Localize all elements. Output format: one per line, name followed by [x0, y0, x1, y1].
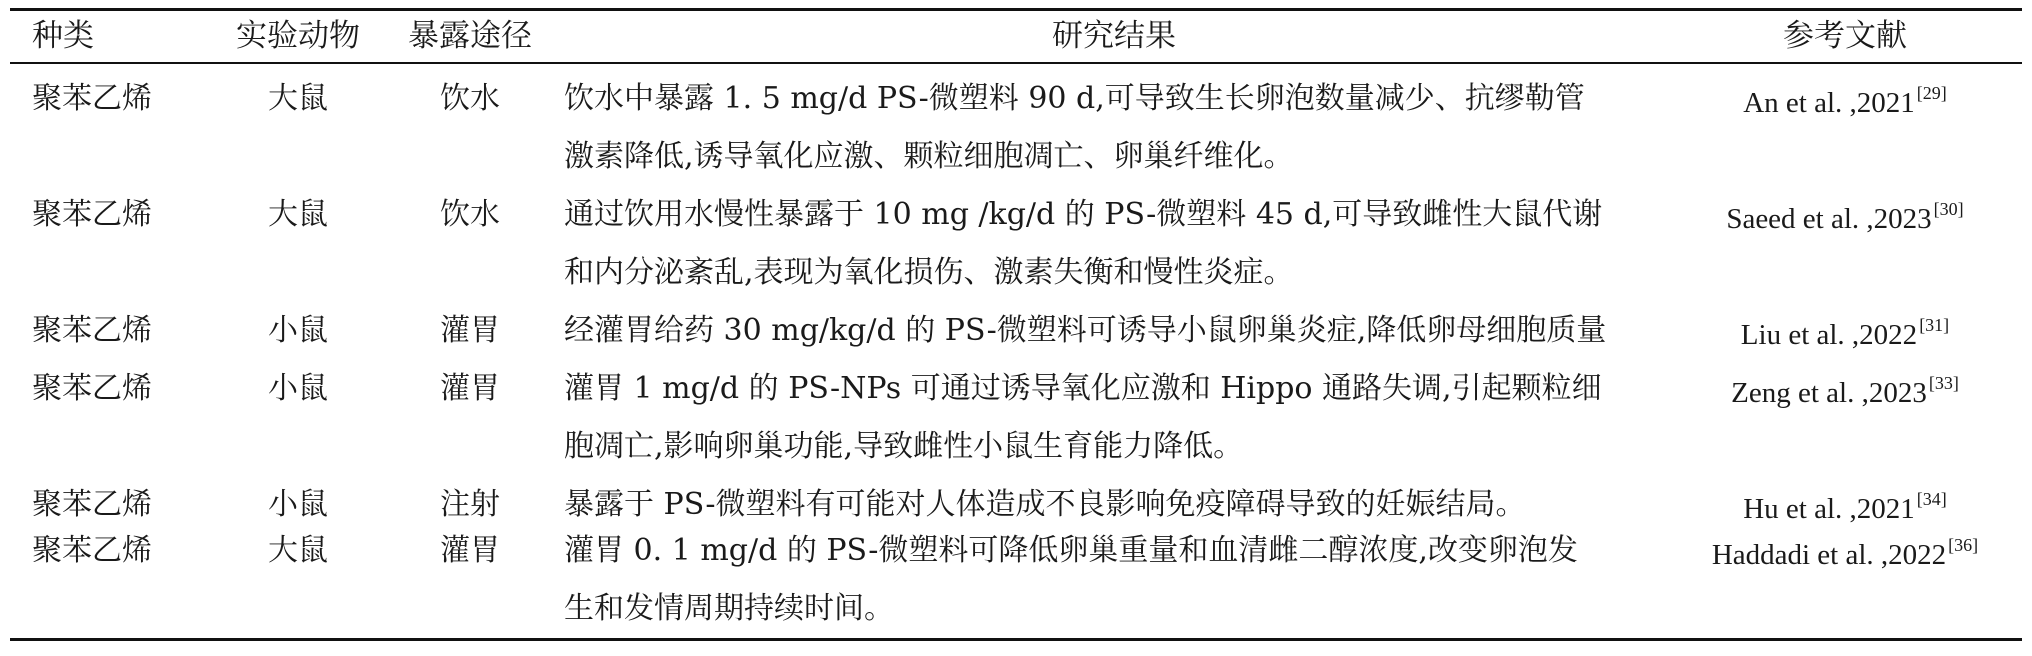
citation-number: [36]: [1948, 535, 1979, 555]
cell-result: [564, 360, 1664, 476]
header-route: 暴露途径: [408, 18, 532, 54]
header-animal: 实验动物: [236, 18, 360, 54]
cell-result: [564, 186, 1664, 302]
cell-route: 灌胃: [440, 313, 500, 348]
header-reference: 参考文献: [1783, 18, 1907, 54]
table-header-rule: [10, 62, 2022, 64]
citation-number: [33]: [1928, 373, 1959, 393]
result-line: 饮水中暴露 1. 5 mg/d PS-微塑料 90 d,可导致生长卵泡数量减少、抗缪勒管: [564, 81, 1585, 116]
cell-species: 聚苯乙烯: [32, 487, 152, 522]
cell-reference: [1680, 74, 2010, 135]
table-bottom-rule: [10, 638, 2022, 641]
reference-text: Hu et al. ,2021: [1743, 493, 1915, 525]
reference-text: An et al. ,2021: [1743, 87, 1915, 119]
cell-result: [564, 522, 1664, 638]
cell-route: 注射: [440, 487, 500, 522]
cell-route: 灌胃: [440, 371, 500, 406]
cell-species: 聚苯乙烯: [32, 533, 152, 568]
result-line: 通过饮用水慢性暴露于 10 mg /kg/d 的 PS-微塑料 45 d,可导致雌性大鼠代谢: [564, 197, 1603, 232]
cell-animal: 小鼠: [268, 487, 328, 522]
cell-species: 聚苯乙烯: [32, 81, 152, 116]
table-header-row: [10, 14, 2022, 58]
reference-text: Liu et al. ,2022: [1740, 319, 1918, 351]
result-line: 灌胃 0. 1 mg/d 的 PS-微塑料可降低卵巢重量和血清雌二醇浓度,改变卵泡发: [564, 533, 1578, 568]
header-species: 种类: [32, 18, 94, 54]
reference-text: Haddadi et al. ,2022: [1711, 539, 1947, 571]
result-line: 暴露于 PS-微塑料有可能对人体造成不良影响免疫障碍导致的妊娠结局。: [564, 487, 1526, 522]
reference-text: Zeng et al. ,2023: [1731, 377, 1927, 409]
cell-animal: 小鼠: [268, 371, 328, 406]
citation-number: [30]: [1933, 199, 1964, 219]
cell-animal: 大鼠: [268, 197, 328, 232]
result-line: 激素降低,诱导氧化应激、颗粒细胞凋亡、卵巢纤维化。: [564, 139, 1294, 174]
header-result: 研究结果: [1052, 18, 1176, 54]
result-line: 和内分泌紊乱,表现为氧化损伤、激素失衡和慢性炎症。: [564, 255, 1294, 290]
cell-result: [564, 70, 1664, 186]
result-line: 经灌胃给药 30 mg/kg/d 的 PS-微塑料可诱导小鼠卵巢炎症,降低卵母细胞质量: [564, 313, 1607, 348]
cell-result: [564, 302, 1664, 360]
table-top-rule: [10, 8, 2022, 11]
cell-species: 聚苯乙烯: [32, 371, 152, 406]
cell-reference: [1680, 306, 2010, 367]
cell-reference: [1680, 190, 2010, 251]
cell-species: 聚苯乙烯: [32, 197, 152, 232]
cell-route: 饮水: [440, 197, 500, 232]
reference-text: Saeed et al. ,2023: [1726, 203, 1932, 235]
cell-route: 饮水: [440, 81, 500, 116]
cell-animal: 小鼠: [268, 313, 328, 348]
cell-route: 灌胃: [440, 533, 500, 568]
cell-animal: 大鼠: [268, 533, 328, 568]
result-line: 胞凋亡,影响卵巢功能,导致雌性小鼠生育能力降低。: [564, 429, 1244, 464]
citation-number: [31]: [1919, 315, 1950, 335]
citation-number: [34]: [1916, 489, 1947, 509]
cell-species: 聚苯乙烯: [32, 313, 152, 348]
citation-number: [29]: [1916, 83, 1947, 103]
result-line: 生和发情周期持续时间。: [564, 591, 894, 626]
result-line: 灌胃 1 mg/d 的 PS-NPs 可通过诱导氧化应激和 Hippo 通路失调,引起颗粒细: [564, 371, 1602, 406]
cell-animal: 大鼠: [268, 81, 328, 116]
cell-reference: [1680, 526, 2010, 587]
cell-reference: [1680, 364, 2010, 425]
